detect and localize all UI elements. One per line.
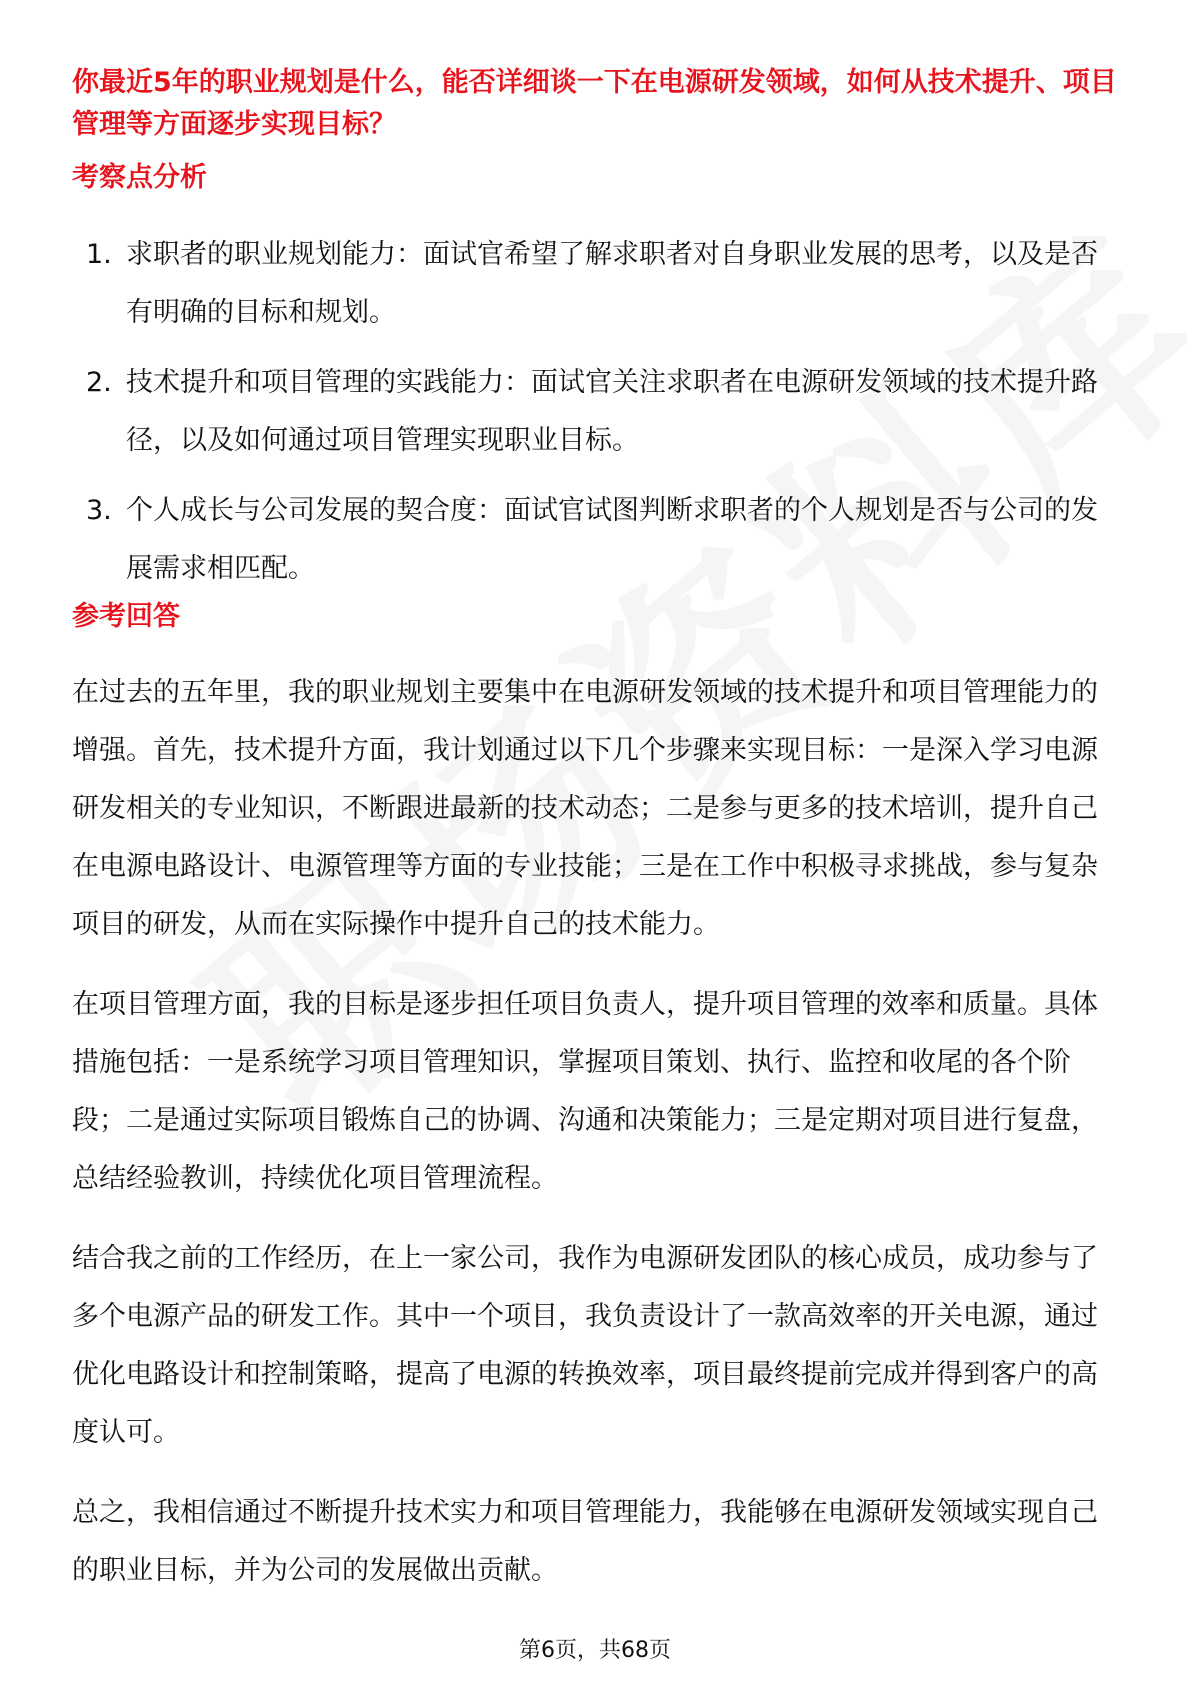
list-item: [72, 354, 1122, 470]
list-item-number: 3.: [86, 495, 112, 526]
list-item-text: 个人成长与公司发展的契合度：面试官试图判断求职者的个人规划是否与公司的发展需求相匹配。: [126, 495, 1098, 584]
question-title: 你最近5年的职业规划是什么，能否详细谈一下在电源研发领域，如何从技术提升、项目管理等方面逐步实现目标？: [72, 67, 1117, 140]
answer-body: [72, 664, 1122, 1622]
answer-paragraph: 在过去的五年里，我的职业规划主要集中在电源研发领域的技术提升和项目管理能力的增强。首先，技术提升方面，我计划通过以下几个步骤来实现目标：一是深入学习电源研发相关的专业知识，不断跟进最新的技术动态；二是参与更多的技术培训，提升自己在电源电路设计、电源管理等方面的专业技能；三是在工作中积极寻求挑战，参与复杂项目的研发，从而在实际操作中提升自己的技术能力。: [72, 677, 1098, 940]
answer-heading: 参考回答: [72, 601, 180, 632]
answer-paragraph: 总之，我相信通过不断提升技术实力和项目管理能力，我能够在电源研发领域实现自己的职业目标，并为公司的发展做出贡献。: [72, 1497, 1098, 1586]
analysis-heading: 考察点分析: [72, 162, 207, 193]
list-item-text: 技术提升和项目管理的实践能力：面试官关注求职者在电源研发领域的技术提升路径，以及如何通过项目管理实现职业目标。: [126, 367, 1098, 456]
list-item-number: 1.: [86, 239, 112, 270]
list-item: [72, 226, 1122, 342]
list-item-number: 2.: [86, 367, 112, 398]
answer-paragraph: 结合我之前的工作经历，在上一家公司，我作为电源研发团队的核心成员，成功参与了多个电源产品的研发工作。其中一个项目，我负责设计了一款高效率的开关电源，通过优化电路设计和控制策略，提高了电源的转换效率，项目最终提前完成并得到客户的高度认可。: [72, 1243, 1098, 1448]
list-item: [72, 482, 1122, 598]
list-item-text: 求职者的职业规划能力：面试官希望了解求职者对自身职业发展的思考，以及是否有明确的目标和规划。: [126, 239, 1098, 328]
answer-paragraph: 在项目管理方面，我的目标是逐步担任项目负责人，提升项目管理的效率和质量。具体措施包括：一是系统学习项目管理知识，掌握项目策划、执行、监控和收尾的各个阶段；二是通过实际项目锻炼自己的协调、沟通和决策能力；三是定期对项目进行复盘，总结经验教训，持续优化项目管理流程。: [72, 989, 1098, 1194]
page-number: 第6页，共68页: [519, 1638, 671, 1663]
analysis-list: [72, 226, 1122, 610]
